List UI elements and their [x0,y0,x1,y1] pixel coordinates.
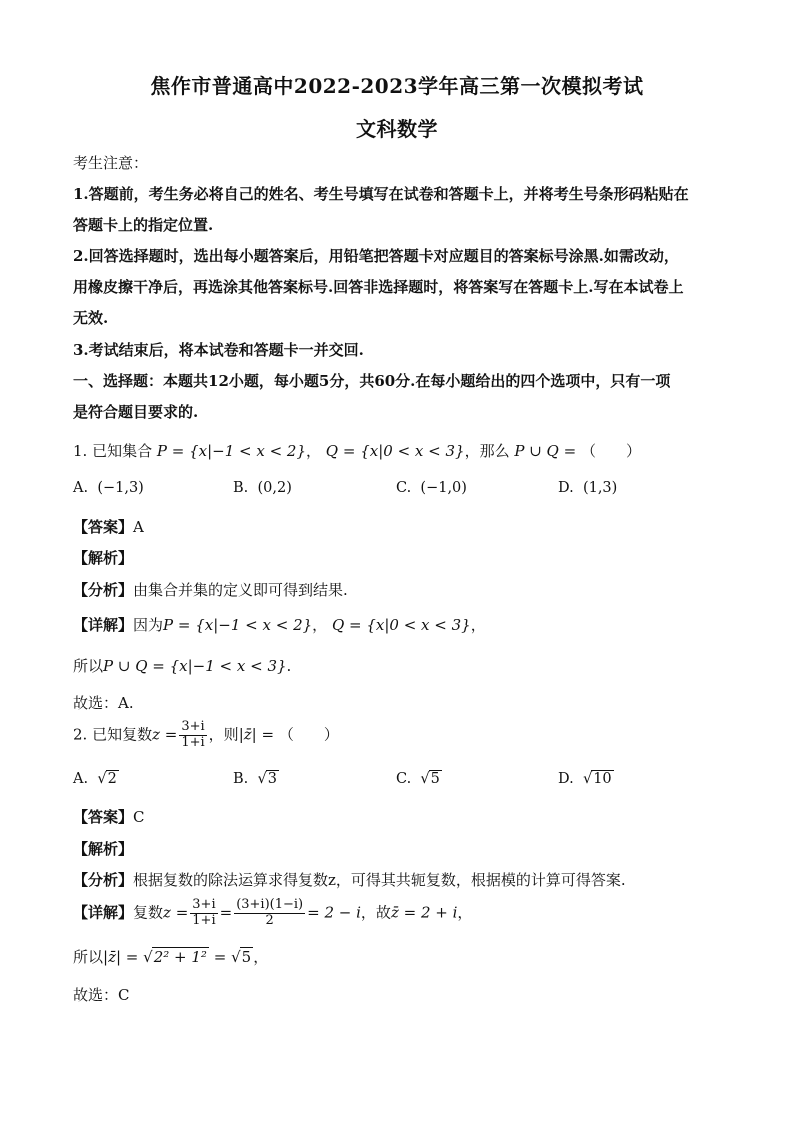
detail-fraction-2 [234,898,305,929]
notice-item-2a: 2.回答选择题时，选出每小题答案后，用铅笔把答题卡对应题目的答案标号涂黑.如需改动， [73,247,679,265]
detail-conjugate: z̄ = 2 + i [390,903,458,922]
notice-item-3: 3.考试结束后，将本试卷和答题卡一并交回. [73,341,364,359]
detail-set-q: Q = {x|0 < x < 3} [331,616,471,634]
notice-item-1b: 答题卡上的指定位置. [73,216,214,234]
sqrt-sign: √ [582,771,593,787]
option-radicand: 3 [267,771,277,787]
detail-tag: 【详解】 [73,903,134,922]
denominator: 2 [265,912,274,928]
option-label: C. [396,771,412,787]
so-expr: P ∪ Q = {x|−1 < x < 3} [103,657,287,675]
q1-choose: 故选：A. [73,694,134,712]
sqrt-sign: √ [143,948,153,966]
section-heading-a: 一、选择题：本题共12小题，每小题5分，共60分.在每小题给出的四个选项中，只有一项 [73,372,671,390]
detail-end: ， [470,616,486,634]
option-label: A. [73,480,89,496]
option-radicand: 10 [593,771,612,787]
option-label: D. [558,480,574,496]
q1-detail [73,614,486,635]
q1-option-b [233,480,292,496]
q2-fenxi [73,869,626,890]
q1-stem [73,440,641,461]
option-value: (−1,3) [97,480,144,496]
q2-fraction [179,720,206,751]
q1-fenxi [73,579,348,600]
q1-answer [73,516,144,537]
fenxi-tag: 【分析】 [73,581,134,599]
q2-detail [73,898,472,929]
so-end: ， [253,948,269,966]
q2-numerator: 3+i [181,719,205,734]
so-end: . [286,657,292,675]
numerator: 3+i [192,897,216,912]
answer-value: A [133,518,144,536]
option-value: (1,3) [582,480,618,496]
q1-set-q: Q = {x|0 < x < 3} [325,442,465,460]
answer-tag: 【答案】 [73,518,134,536]
q2-paren: （ ） [278,725,339,744]
option-value: (0,2) [257,480,292,496]
q2-stem [73,720,339,751]
option-value: (−1,0) [420,480,467,496]
q1-option-a [73,480,144,496]
numerator: (3+i)(1−i) [236,897,304,912]
q1-set-p: P = {x|−1 < x < 2} [156,442,306,460]
detail-text: 因为 [133,616,164,634]
so-radicand: 2² + 1² [153,948,207,966]
q2-option-c [396,770,442,787]
detail-fraction-1 [190,898,217,929]
q2-abs: |z̄| = [238,725,275,744]
q2-option-d [558,770,614,787]
sqrt-sign: √ [420,771,430,787]
q2-mid: ，则 [208,725,239,744]
q1-option-d [558,480,617,496]
denominator: 1+i [192,912,216,928]
q2-choose: 故选：C [73,986,130,1004]
sqrt-sign: √ [257,771,267,787]
so-eq: = [213,948,227,966]
detail-set-p: P = {x|−1 < x < 2} [163,616,313,634]
answer-value: C [133,808,145,826]
q2-z-eq: z = [152,725,178,744]
option-label: D. [558,771,574,787]
q2-denominator: 1+i [181,734,205,750]
q2-option-a [73,770,119,787]
q2-answer [73,806,145,827]
exam-subtitle: 文科数学 [356,117,438,141]
detail-sep: ， [312,616,328,634]
detail-text: 复数 [133,903,164,922]
detail-mid: ，故 [360,903,391,922]
q2-option-b [233,770,279,787]
q2-prefix: 2. 已知复数 [73,725,153,744]
detail-z: z = [163,903,189,922]
notice-heading: 考生注意： [73,154,149,172]
answer-tag: 【答案】 [73,808,134,826]
sqrt-sign: √ [97,771,107,787]
option-label: A. [73,771,89,787]
detail-end: ， [457,903,473,922]
so-radicand-2: 5 [241,948,252,966]
exam-title: 焦作市普通高中2022-2023学年高三第一次模拟考试 [150,74,644,98]
q1-prefix: 1. 已知集合 [73,442,153,460]
q2-so [73,946,268,967]
option-label: B. [233,771,249,787]
notice-item-1a: 1.答题前，考生务必将自己的姓名、考生号填写在试卷和答题卡上，并将考生号条形码粘贴在 [73,185,689,203]
section-heading-b: 是符合题目要求的. [73,403,199,421]
so-prefix: 所以 [73,948,104,966]
notice-item-2b: 用橡皮擦干净后，再选涂其他答案标号.回答非选择题时，将答案写在答题卡上.写在本试卷上 [73,278,684,296]
so-prefix: 所以 [73,657,104,675]
fenxi-tag: 【分析】 [73,871,134,889]
q1-analysis-tag: 【解析】 [73,549,134,567]
so-abs: |z̄| = [103,948,139,966]
q2-analysis-tag: 【解析】 [73,840,134,858]
option-radicand: 5 [430,771,440,787]
q1-paren: （ ） [580,442,641,460]
q1-union: P ∪ Q = [514,442,577,460]
option-label: C. [396,480,412,496]
sqrt-sign: √ [231,948,241,966]
detail-result: = 2 − i [307,903,361,922]
q1-suffix: ，那么 [464,442,510,460]
detail-tag: 【详解】 [73,616,134,634]
q1-so [73,655,291,676]
option-label: B. [233,480,249,496]
detail-eq: = [219,903,233,922]
fenxi-text: 由集合并集的定义即可得到结果. [133,581,348,599]
fenxi-text: 根据复数的除法运算求得复数z，可得其共轭复数，根据模的计算可得答案. [133,871,626,889]
q1-sep: ， [306,442,322,460]
option-radicand: 2 [107,771,117,787]
notice-item-2c: 无效. [73,309,109,327]
q1-option-c [396,480,467,496]
